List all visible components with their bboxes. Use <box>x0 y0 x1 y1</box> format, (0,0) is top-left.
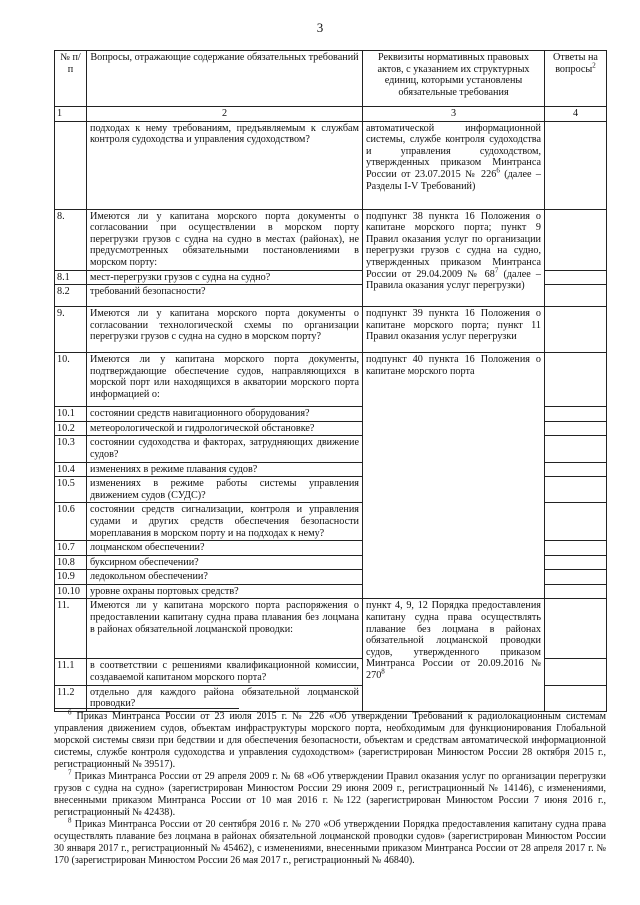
column-number-row <box>55 107 607 122</box>
row-num: 11.1 <box>55 659 87 685</box>
answer-cell[interactable] <box>545 407 607 422</box>
footnote-text: Приказ Минтранса России от 20 сентября 2016 г. № 270 «Об утверждении Порядка предоставления капитану судна права осуществлять плавание без лоцмана в районах обязательной лоцманской проводки судов» (зарегистрирован Минюстом России 30 января 2017 г., регистрационный № 45462), с изменениями, внесенными приказом Минтранса России от 28 апреля 2017 г. № 170 (зарегистрирован Минюстом России 26 мая 2017 г., регистрационный № 46840). <box>54 819 607 866</box>
row-num: 10.2 <box>55 421 87 436</box>
question-cell: состоянии судоходства и факторах, затрудняющих движение судов? <box>87 436 363 462</box>
answer-cell[interactable] <box>545 209 607 270</box>
row-num-cell <box>55 121 87 209</box>
requisite-text: автоматической информационной системы, службе контроля судоходства и управления судоходством, утвержденных приказом Минтранса России от 23.07.2015 № 226 <box>366 122 541 180</box>
answer-cell[interactable] <box>545 555 607 570</box>
requisite-cell <box>363 209 545 307</box>
requisite-text: пункт 4, 9, 12 Порядка предоставления капитану судна права осуществлять плавание без лоцмана в районах обязательной лоцманской проводки судов, утвержденного приказом Минтранса России от 20.09.2016 № 270 <box>366 600 541 682</box>
requisite-tail: (далее – Правила оказания услуг перегрузки) <box>366 268 541 292</box>
footnote-mark: 8 <box>68 816 72 825</box>
footnote <box>54 768 607 819</box>
table-row <box>55 599 607 659</box>
header-answers <box>545 51 607 107</box>
answer-cell[interactable] <box>545 659 607 685</box>
footnotes <box>54 708 606 867</box>
row-num: 8.2 <box>55 285 87 307</box>
answer-cell[interactable] <box>545 584 607 599</box>
footnote-ref: 8 <box>381 667 385 676</box>
footnote-ref: 7 <box>494 266 499 275</box>
row-num: 10.5 <box>55 477 87 503</box>
table-row <box>55 209 607 270</box>
header-requisites: Реквизиты нормативных правовых актов, с указанием их структурных единиц, которыми установлены обязательные требования <box>363 51 545 107</box>
row-num: 11. <box>55 599 87 659</box>
answer-cell[interactable] <box>545 285 607 307</box>
row-num: 8. <box>55 209 87 270</box>
row-num: 10.4 <box>55 462 87 477</box>
answer-cell[interactable] <box>545 121 607 209</box>
requisite-cell: подпункт 40 пункта 16 Положения о капитане морского порта <box>363 353 545 599</box>
column-number: 1 <box>55 107 87 122</box>
requisite-tail: (далее – Разделы I-V Требований) <box>366 168 541 192</box>
answer-cell[interactable] <box>545 503 607 541</box>
answer-cell[interactable] <box>545 421 607 436</box>
table-row <box>55 353 607 407</box>
footnote-mark: 6 <box>68 708 72 717</box>
footnote-text: Приказ Минтранса России от 29 апреля 2009 г. № 68 «Об утверждении Правил оказания услуг по организации перегрузки грузов с судна на судно» (зарегистрирован Минюстом России 29 июня 2009 г., регистрационный № 14146), с изменениями, внесенными приказом Минтранса России от 10 мая 2016 г. №122 (зарегистрирован Минюстом России 7 июня 2016 г., регистрационный № 42438). <box>54 771 607 818</box>
footnote-text: Приказ Минтранса России от 23 июля 2015 г. № 226 «Об утверждении Требований к радиолокационным системам управления движением судов, объектам инфраструктуры морского порта, необходимым для функционирования Глобальной морской системы связи при бедствии и для обеспечения безопасности, объектам и средствам автоматической информационной системы, службе контроля судоходства и управления судоходством» (зарегистрирован Минюстом России 28 октября 2015 г., регистрационный № 39517). <box>54 711 607 770</box>
row-num: 10. <box>55 353 87 407</box>
row-num: 11.2 <box>55 685 87 711</box>
question-cell: изменениях в режиме плавания судов? <box>87 462 363 477</box>
requisite-text: подпункт 38 пункта 16 Положения о капитане морского порта; пункт 9 Правил оказания услуг по организации перегрузки грузов с судна на судно, утвержденных приказом Минтранса России от 29.04.2009 № 68 <box>366 210 541 280</box>
answer-cell[interactable] <box>545 353 607 407</box>
footnote-mark: 7 <box>68 768 72 777</box>
column-number: 4 <box>545 107 607 122</box>
question-cell: Имеются ли у капитана морского порта документы о согласовании технологической схемы по организации перегрузки грузов с судна на судно в морском порту? <box>87 307 363 353</box>
requirements-table <box>54 50 607 712</box>
answer-cell[interactable] <box>545 570 607 585</box>
answer-cell[interactable] <box>545 436 607 462</box>
footnote <box>54 816 607 867</box>
answer-cell[interactable] <box>545 541 607 556</box>
question-cell: Имеются ли у капитана морского порта документы о согласовании при осуществлении в морском порту перегрузки грузов с судна на судно в местах (районах), не предусмотренных обязательными постановлениями в морском порту: <box>87 209 363 270</box>
table-row <box>55 121 607 209</box>
row-num: 10.7 <box>55 541 87 556</box>
footnote-ref: 6 <box>496 166 500 175</box>
question-cell: в соответствии с решениями квалификационной комиссии, создаваемой капитаном морского порта? <box>87 659 363 685</box>
header-answers-text: Ответы на вопросы <box>553 52 598 75</box>
footnote <box>54 708 607 771</box>
table-row <box>55 307 607 353</box>
footnote-divider <box>54 708 239 709</box>
question-cell: подходах к нему требованиям, предъявляемым к службам контроля судоходства и управления судоходством? <box>87 121 363 209</box>
answer-cell[interactable] <box>545 599 607 659</box>
row-num: 10.10 <box>55 584 87 599</box>
question-cell: изменениях в режиме работы системы управления движением судов (СУДС)? <box>87 477 363 503</box>
header-question: Вопросы, отражающие содержание обязательных требований <box>87 51 363 107</box>
row-num: 10.6 <box>55 503 87 541</box>
question-cell: Имеются ли у капитана морского порта документы, подтверждающие обеспечение судов, направляющихся в морской порт или находящихся в акватории морского порта информацией о: <box>87 353 363 407</box>
answer-cell[interactable] <box>545 270 607 285</box>
question-cell: метеорологической и гидрологической обстановке? <box>87 421 363 436</box>
question-cell: состоянии средств сигнализации, контроля и управления судами и других средств обеспечения безопасности мореплавания в морском порту и на подходах к нему? <box>87 503 363 541</box>
question-cell: буксирном обеспечении? <box>87 555 363 570</box>
column-number: 3 <box>363 107 545 122</box>
row-num: 9. <box>55 307 87 353</box>
question-cell: лоцманском обеспечении? <box>87 541 363 556</box>
header-num: № п/п <box>55 51 87 107</box>
question-cell: требований безопасности? <box>87 285 363 307</box>
answer-cell[interactable] <box>545 462 607 477</box>
row-num: 10.9 <box>55 570 87 585</box>
answer-cell[interactable] <box>545 307 607 353</box>
question-cell: мест-перегрузки грузов с судна на судно? <box>87 270 363 285</box>
row-num: 10.8 <box>55 555 87 570</box>
question-cell: Имеются ли у капитана морского порта распоряжения о предоставлении капитану судна права плавания без лоцмана в районах обязательной лоцманской проводки: <box>87 599 363 659</box>
requisite-cell: подпункт 39 пункта 16 Положения о капитане морского порта; пункт 11 Правил оказания услуг перегрузки <box>363 307 545 353</box>
row-num: 10.3 <box>55 436 87 462</box>
row-num: 8.1 <box>55 270 87 285</box>
question-cell: ледокольном обеспечении? <box>87 570 363 585</box>
question-cell: отдельно для каждого района обязательной лоцманской проводки? <box>87 685 363 711</box>
question-cell: состоянии средств навигационного оборудования? <box>87 407 363 422</box>
requisite-cell <box>363 121 545 209</box>
header-answers-sup: 2 <box>592 61 596 70</box>
page-number: 3 <box>316 20 324 35</box>
answer-cell[interactable] <box>545 477 607 503</box>
requisite-cell <box>363 599 545 711</box>
column-number: 2 <box>87 107 363 122</box>
row-num: 10.1 <box>55 407 87 422</box>
table-header-row <box>55 51 607 107</box>
question-cell: уровне охраны портовых средств? <box>87 584 363 599</box>
